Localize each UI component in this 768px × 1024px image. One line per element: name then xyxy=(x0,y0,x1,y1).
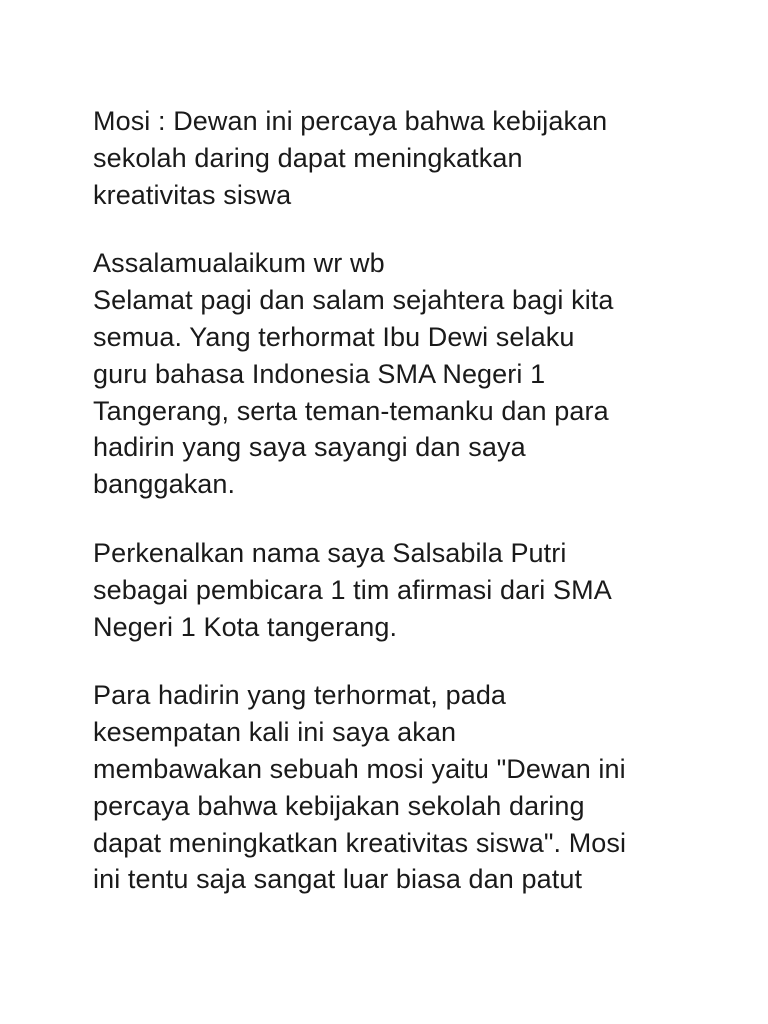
text-line: kreativitas siswa xyxy=(93,179,292,210)
paragraph-motion xyxy=(93,103,713,213)
text-line: Negeri 1 Kota tangerang. xyxy=(93,611,398,642)
text-line: guru bahasa Indonesia SMA Negeri 1 xyxy=(93,358,546,389)
text-line: sebagai pembicara 1 tim afirmasi dari SMA xyxy=(93,574,612,605)
text-line: semua. Yang terhormat Ibu Dewi selaku xyxy=(93,321,575,352)
paragraph-greeting xyxy=(93,245,713,503)
document-body xyxy=(93,103,713,930)
text-line: Tangerang, serta teman-temanku dan para xyxy=(93,395,609,426)
text-line: banggakan. xyxy=(93,469,236,500)
text-line: Assalamualaikum wr wb xyxy=(93,248,385,279)
text-line: membawakan sebuah mosi yaitu "Dewan ini xyxy=(93,753,626,784)
text-line: kesempatan kali ini saya akan xyxy=(93,717,457,748)
text-line: dapat meningkatkan kreativitas siswa". Mosi xyxy=(93,827,627,858)
paragraph-introduction xyxy=(93,535,713,645)
text-line: sekolah daring dapat meningkatkan xyxy=(93,142,523,173)
text-line: Para hadirin yang terhormat, pada xyxy=(93,680,507,711)
text-line: percaya bahwa kebijakan sekolah daring xyxy=(93,790,585,821)
text-line: Perkenalkan nama saya Salsabila Putri xyxy=(93,537,567,568)
text-line: hadirin yang saya sayangi dan saya xyxy=(93,432,526,463)
text-line: ini tentu saja sangat luar biasa dan patut xyxy=(93,864,583,895)
paragraph-opening xyxy=(93,677,713,898)
text-line: Selamat pagi dan salam sejahtera bagi kita xyxy=(93,285,614,316)
text-line: Mosi : Dewan ini percaya bahwa kebijakan xyxy=(93,106,608,136)
